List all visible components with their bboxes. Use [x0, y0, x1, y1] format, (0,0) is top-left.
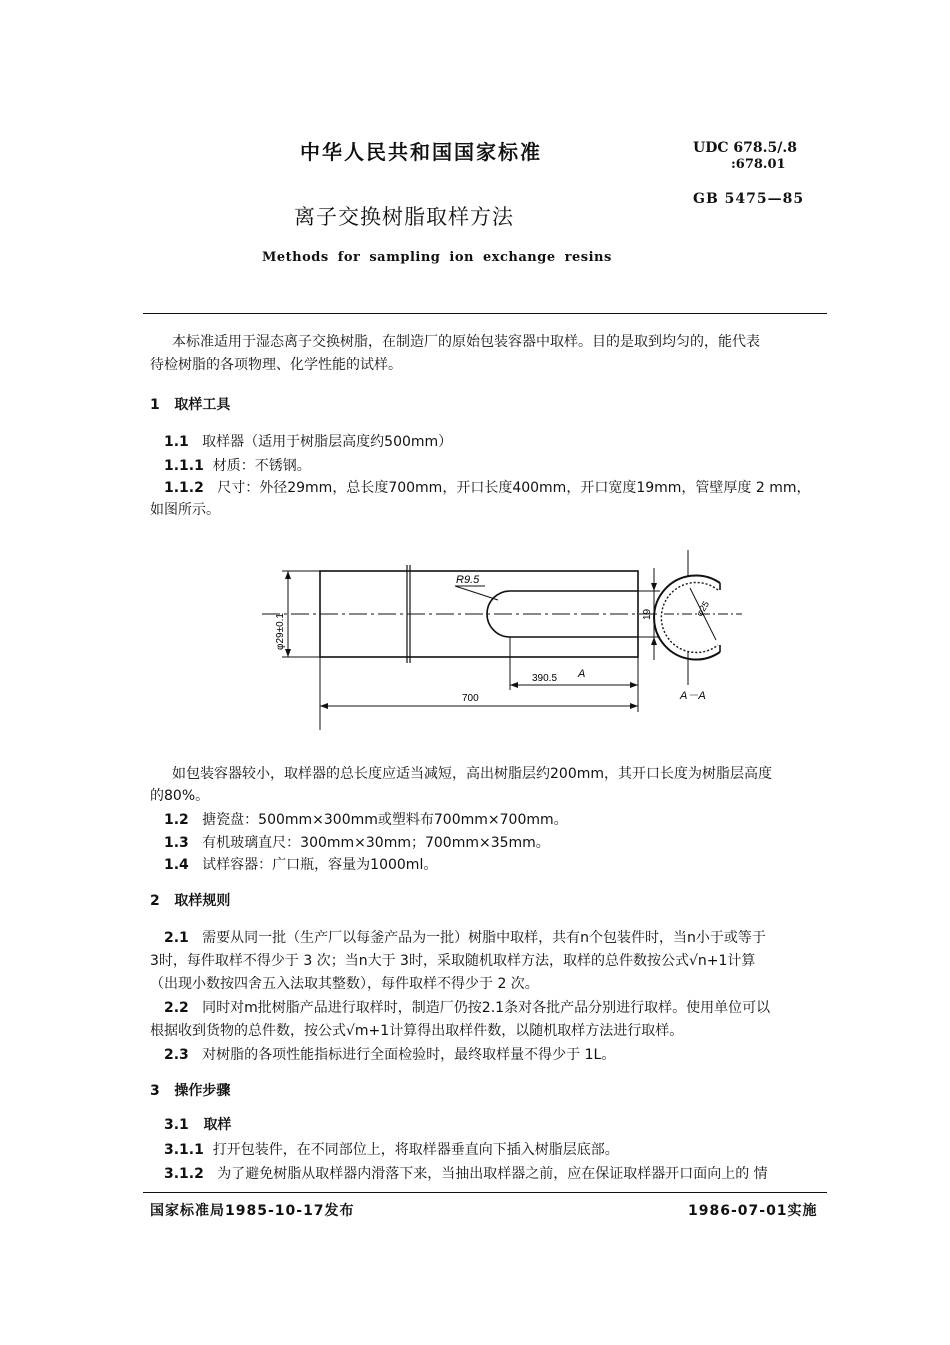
- label-section-view: A－A: [680, 690, 706, 702]
- dim-arrow: [510, 682, 518, 688]
- clause-3-1-2: [164, 1164, 768, 1184]
- label-section-mark: A: [578, 668, 586, 680]
- section-number: 3: [150, 1083, 160, 1099]
- clause-number: 2.3: [164, 1047, 189, 1063]
- label-diameter: φ29±0.1: [275, 613, 286, 650]
- clause-text: 为了避免树脂从取样器内滑落下来，当抽出取样器之前，应在保证取样器开口面向上的 情: [217, 1166, 768, 1182]
- section-title: 取样规则: [174, 893, 231, 909]
- udc-code-sub: :678.01: [731, 157, 786, 172]
- document-title-en: Methods for sampling ion exchange resins: [262, 250, 612, 265]
- clause-number: 3.1.2: [164, 1166, 204, 1182]
- clause-text: 搪瓷盘：500mm×300mm或塑料布700mm×700mm。: [202, 812, 568, 828]
- document-title: 离子交换树脂取样方法: [294, 205, 514, 229]
- clause-number: 1.4: [164, 857, 189, 873]
- clause-3-1-1: [164, 1140, 619, 1160]
- clause-number: 1.3: [164, 835, 189, 851]
- clause-text: 材质：不锈钢。: [212, 458, 311, 474]
- section-3-heading: [150, 1081, 230, 1101]
- radius-leader: [455, 586, 498, 600]
- section-number: 2: [150, 893, 160, 909]
- clause-title: 取样: [203, 1117, 232, 1133]
- issue-date: 国家标准局1985-10-17发布: [150, 1203, 355, 1219]
- dim-arrow: [630, 682, 638, 688]
- clause-2-1-line3: （出现小数按四舍五入法取其整数），每件取样不得少于 2 次。: [150, 976, 539, 992]
- clause-text: 取样器（适用于树脂层高度约500mm）: [202, 434, 453, 450]
- clause-number: 1.1: [164, 434, 189, 450]
- clause-text: 试样容器：广口瓶，容量为1000ml。: [202, 857, 438, 873]
- clause-number: 2.2: [164, 1000, 189, 1016]
- section-2-heading: [150, 891, 230, 911]
- clause-1-2: [164, 810, 568, 830]
- intro-paragraph-line1: 本标准适用于湿态离子交换树脂，在制造厂的原始包装容器中取样。目的是取到均匀的，能代表: [172, 334, 760, 350]
- label-slot-length: 390.5: [532, 673, 558, 684]
- section-inner-ring: [661, 583, 718, 653]
- standard-org: 中华人民共和国国家标准: [300, 140, 542, 164]
- clause-text: 尺寸：外径29mm，总长度700mm，开口长度400mm，开口宽度19mm，管壁厚度 2 mm，: [217, 480, 811, 496]
- clause-text: 同时对m批树脂产品进行取样时，制造厂仍按2.1条对各批产品分别进行取样。使用单位可以: [202, 1000, 771, 1016]
- effective-date: 1986-07-01实施: [688, 1203, 818, 1219]
- clause-number: 3.1.1: [164, 1142, 204, 1158]
- dim-arrow: [630, 703, 638, 709]
- intro-paragraph-line2: 待检树脂的各项物理、化学性能的试样。: [150, 357, 402, 373]
- udc-code: UDC 678.5/.8: [693, 140, 797, 156]
- clause-number: 1.2: [164, 812, 189, 828]
- clause-2-1: [164, 928, 766, 948]
- clause-number: 2.1: [164, 930, 189, 946]
- dim-arrow: [320, 703, 328, 709]
- clause-text: 有机玻璃直尺：300mm×30mm；700mm×35mm。: [202, 835, 550, 851]
- clause-number: 1.1.1: [164, 458, 204, 474]
- clause-2-1-line2: 3时，每件取样不得少于 3 次；当n大于 3时，采取随机取样方法，取样的总件数按公式√n+1计算: [150, 953, 756, 969]
- section-title: 取样工具: [174, 397, 231, 413]
- footer-divider: [143, 1192, 827, 1193]
- clause-1-1-2-cont: 如图所示。: [150, 502, 220, 518]
- label-total-length: 700: [462, 693, 479, 704]
- clause-number: 1.1.2: [164, 480, 204, 496]
- section-title: 操作步骤: [174, 1083, 231, 1099]
- dim-arrow: [285, 571, 291, 579]
- clause-text: 需要从同一批（生产厂以每釜产品为一批）树脂中取样，共有n个包装件时，当n小于或等于: [202, 930, 766, 946]
- clause-2-2: [164, 998, 770, 1018]
- clause-2-2-line2: 根据收到货物的总件数，按公式√m+1计算得出取样件数，以随机取样方法进行取样。: [150, 1023, 684, 1039]
- dim-arrow: [651, 583, 657, 591]
- section-number: 1: [150, 397, 160, 413]
- clause-1-4: [164, 855, 437, 875]
- gb-code: GB 5475—85: [693, 191, 805, 207]
- clause-text: 打开包装件，在不同部位上，将取样器垂直向下插入树脂层底部。: [212, 1142, 619, 1158]
- clause-3-1: [164, 1115, 231, 1135]
- label-slot-width: 19: [642, 608, 653, 620]
- section-outer-ring: [654, 576, 720, 660]
- note-paragraph-line2: 的80%。: [150, 788, 210, 804]
- clause-number: 3.1: [164, 1117, 189, 1133]
- clause-1-3: [164, 833, 550, 853]
- note-paragraph-line1: 如包装容器较小，取样器的总长度应适当减短，高出树脂层约200mm，其开口长度为树脂层高度: [172, 766, 772, 782]
- dim-arrow: [651, 637, 657, 645]
- label-inner-diameter: φ25: [694, 599, 712, 619]
- clause-2-3: [164, 1045, 615, 1065]
- clause-text: 对树脂的各项性能指标进行全面检验时，最终取样量不得少于 1L。: [202, 1047, 616, 1063]
- label-radius: R9.5: [456, 574, 480, 586]
